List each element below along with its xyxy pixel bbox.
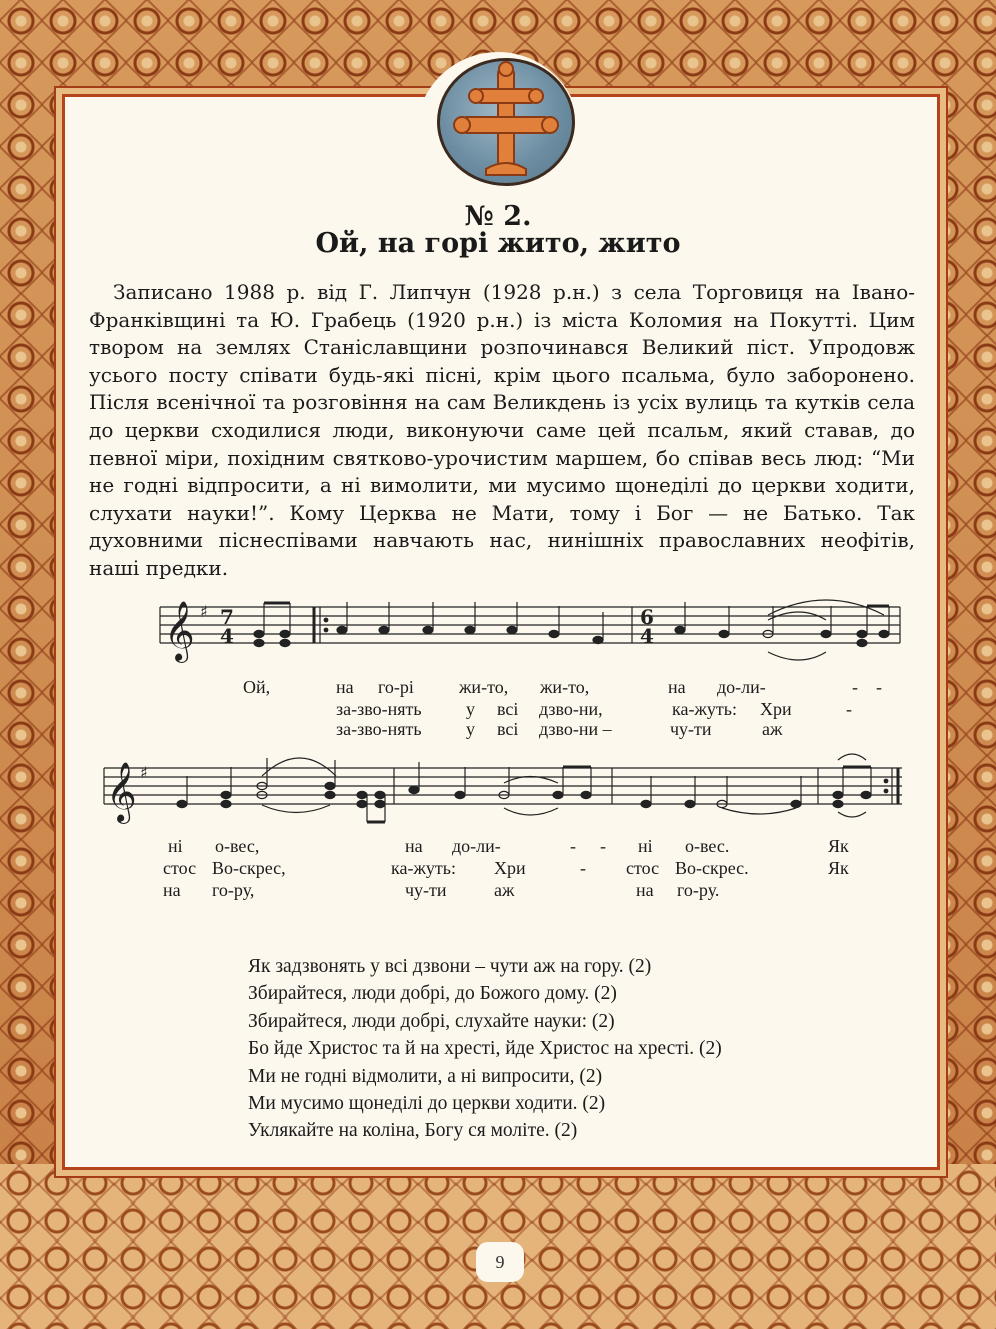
lyric-syllable: Хри	[760, 699, 792, 719]
verse-line: Ми мусимо щонеділі до церкви ходити. (2)	[248, 1093, 606, 1115]
time-signature-numerator: 6	[640, 605, 654, 629]
lyric-syllable: чу-ти	[405, 880, 447, 900]
lyric-syllable: го-ру.	[677, 880, 720, 900]
lyric-syllable: всі	[497, 719, 519, 739]
verse-line: Бо йде Христос та й на хресті, йде Христос на хресті. (2)	[248, 1038, 722, 1060]
sharp-icon: ♯	[200, 602, 208, 621]
lyric-syllable: на	[336, 677, 354, 697]
song-title: Ой, на горі жито, жито	[315, 228, 681, 259]
lyric-syllable: -	[570, 836, 576, 856]
notes-system-1	[254, 602, 889, 647]
lyric-syllable: чу-ти	[670, 719, 712, 739]
lyric-syllable: за-зво-нять	[336, 719, 422, 739]
repeat-dot	[884, 789, 889, 794]
verse-line: Збирайтеся, люди добрі, слухайте науки: (2)	[248, 1010, 615, 1032]
verse-line: Уклякайте на коліна, Богу ся моліте. (2)	[248, 1120, 578, 1142]
lyric-syllable: о-вес.	[685, 836, 730, 856]
lyric-syllable: дзво-ни –	[539, 719, 612, 739]
lyric-syllable: у	[466, 719, 475, 739]
lyric-syllable: -	[852, 677, 858, 697]
lyric-syllable: ні	[168, 836, 183, 856]
lyric-syllable: стос	[163, 858, 197, 878]
lyric-syllable: о-вес,	[215, 836, 260, 856]
lyric-syllable: у	[466, 699, 475, 719]
lyric-syllable: ка-жуть:	[391, 858, 456, 878]
lyric-syllable: дзво-ни,	[539, 699, 603, 719]
page-number: 9	[476, 1242, 524, 1282]
lyric-syllable: на	[405, 836, 423, 856]
lyric-syllable: го-рі	[378, 677, 414, 697]
time-signature-denominator: 4	[220, 624, 234, 648]
lyric-syllable: Ой,	[243, 677, 271, 697]
lyric-syllable: Хри	[494, 858, 526, 878]
sharp-icon: ♯	[140, 763, 148, 782]
lyric-syllable: ні	[638, 836, 653, 856]
lyric-syllable: Як	[828, 858, 849, 878]
time-signature-denominator: 4	[640, 624, 654, 648]
intro-paragraph: Записано 1988 р. від Г. Липчун (1928 р.н.) з села Торговиця на Івано-Франківщині та Ю. Грабець (1920 р.н.) із міста Коломия на Покутті. Цим твором на землях Станіславщини розпочинався Великий піст. Упродовж усього посту співати будь-які пісні, крім цього псальма, було заборонено. Після всенічної та розговіння на сам Великдень із усіх вулиць та кутків села до церкви сходилися люди, виконуючи саме цей псальм, який ставав, до певної міри, похідним святково-урочистим маршем, бо співав весь люд: “Ми не годні відпросити, а ні вимолити, ми мусимо щонеділі до церкви ходити, слухати науки!”. Кому Церква не Мати, тому і Бог — не Батько. Так духовними піснеспівами навчають нас, нинішніх православних неофітів, наші предки.	[89, 280, 915, 580]
lyric-syllable: жи-то,	[459, 677, 509, 697]
lyric-syllable: Як	[828, 836, 849, 856]
lyric-syllable: всі	[497, 699, 519, 719]
lyric-syllable: до-ли-	[452, 836, 501, 856]
lyric-syllable: аж	[494, 880, 515, 900]
repeat-dot	[884, 779, 889, 784]
lyric-syllable: на	[668, 677, 686, 697]
time-signature-numerator: 7	[220, 605, 234, 629]
lyric-syllable: за-зво-нять	[336, 699, 422, 719]
lyric-syllable: стос	[626, 858, 660, 878]
lyric-syllable: -	[600, 836, 606, 856]
lyric-syllable: ка-жуть:	[672, 699, 737, 719]
lyric-syllable: Во-скрес,	[212, 858, 286, 878]
lyric-syllable: -	[846, 699, 852, 719]
lyric-syllable: -	[876, 677, 882, 697]
lyric-syllable: го-ру,	[212, 880, 255, 900]
repeat-dot	[324, 618, 329, 623]
lyric-syllable: на	[636, 880, 654, 900]
treble-clef-icon: 𝄞	[164, 601, 195, 661]
verses-list	[248, 953, 848, 1145]
verse-line: Збирайтеся, люди добрі, до Божого дому. (2)	[248, 983, 617, 1005]
repeat-dot	[324, 628, 329, 633]
lyric-syllable: Во-скрес.	[675, 858, 749, 878]
song-number: № 2.	[464, 201, 532, 232]
lyric-syllable: до-ли-	[717, 677, 766, 697]
verse-line: Ми не годні відмолити, а ні випросити, (2)	[248, 1065, 603, 1087]
verse-line: Як задзвонять у всі дзвони – чути аж на гору. (2)	[248, 956, 652, 977]
lyric-syllable: -	[580, 858, 586, 878]
lyric-syllable: аж	[762, 719, 783, 739]
treble-clef-icon: 𝄞	[106, 762, 137, 822]
lyric-syllable: жи-то,	[540, 677, 590, 697]
lyric-syllable: на	[163, 880, 181, 900]
